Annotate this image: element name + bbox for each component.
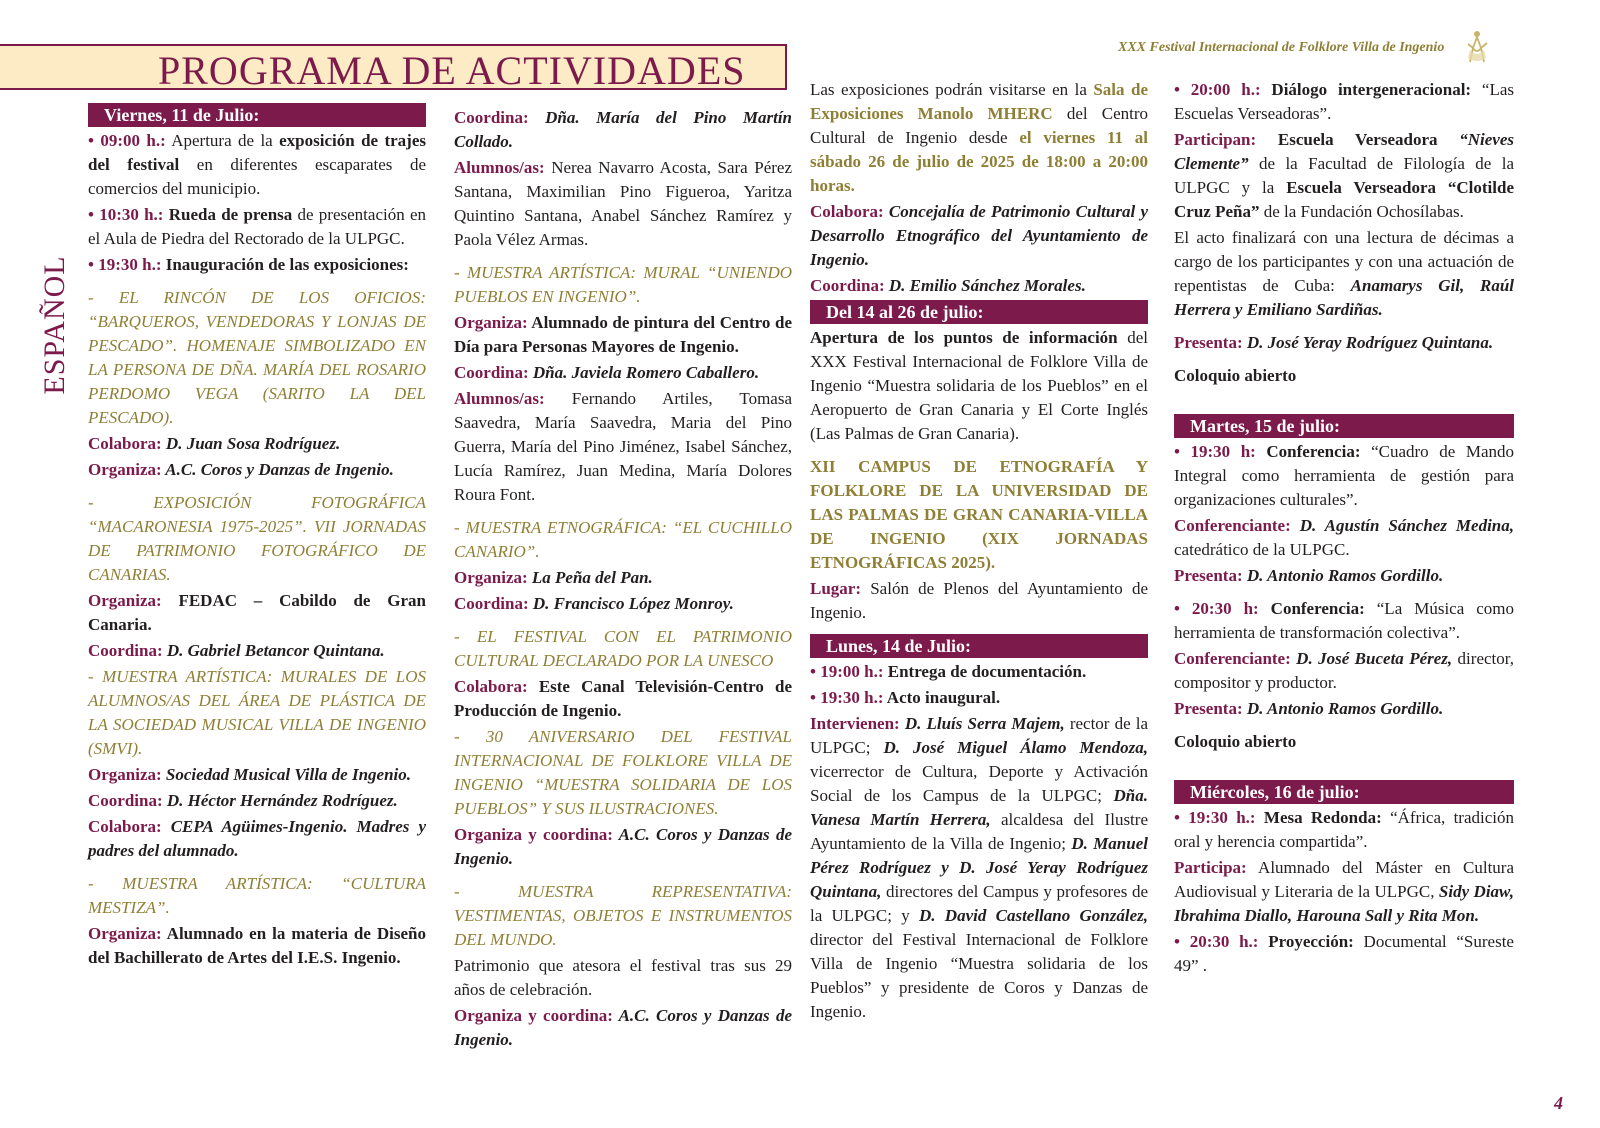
credit-line — [810, 274, 1148, 298]
event-highlight: Conferencia: — [1255, 442, 1361, 461]
event-text: “África, tradición oral y herencia compartida”. — [1174, 808, 1514, 851]
event-time: • 19:30 h.: — [1174, 808, 1256, 827]
credit-label: Conferenciante: — [1174, 516, 1291, 535]
text: vicerrector de Cultura, Deporte y Activación Social de los Campus de la ULPGC; — [810, 762, 1148, 805]
date-heading-tuesday: Martes, 15 de julio: — [1174, 414, 1514, 438]
campus-title: XII CAMPUS DE ETNOGRAFÍA Y FOLKLORE DE LA UNIVERSIDAD DE LAS PALMAS DE GRAN CANARIA-VILLA DE INGENIO (XIX JORNADAS ETNOGRÁFICAS 2025). — [810, 457, 1148, 572]
credit-value: Este Canal Televisión-Centro de Producción de Ingenio. — [454, 677, 792, 720]
credit-label: Coordina: — [88, 791, 163, 810]
date-heading-14-26-july: Del 14 al 26 de julio: — [810, 300, 1148, 324]
event-highlight: Apertura de los puntos de información — [810, 328, 1118, 347]
credit-label: Coordina: — [454, 108, 529, 127]
exhibition-title: - EXPOSICIÓN FOTOGRÁFICA “MACARONESIA 1975-2025”. VII JORNADAS DE PATRIMONIO FOTOGRÁFICO DE CANARIAS. — [88, 493, 426, 584]
event-time: • 20:30 h.: — [1174, 932, 1259, 951]
column-1 — [88, 103, 426, 972]
text: del Centro Cultural de Ingenio desde — [810, 104, 1148, 147]
text: Sidy Diaw, Ibrahima Diallo, Harouna Sall y Rita Mon. — [1174, 882, 1515, 925]
event-text: Apertura de la — [165, 131, 280, 150]
event-text: Documental “Sureste 49” . — [1174, 932, 1514, 975]
info-points — [810, 326, 1148, 446]
dancer-logo-icon — [1462, 28, 1492, 68]
credit-value: La Peña del Pan. — [527, 568, 653, 587]
event-time: • 19:30 h.: — [88, 255, 162, 274]
event-1930 — [810, 686, 1148, 710]
open-discussion: Coloquio abierto — [1174, 366, 1297, 385]
credit-value: D. José Buceta Pérez, — [1290, 649, 1453, 668]
credit-value: CEPA Agüimes-Ingenio. Madres y padres del alumnado. — [88, 817, 426, 860]
date-heading-monday: Lunes, 14 de Julio: — [810, 634, 1148, 658]
credit-line — [454, 566, 792, 590]
credit-line — [88, 458, 426, 482]
text: “Nieves Clemente” — [1174, 130, 1514, 173]
credit-line — [454, 823, 792, 871]
event-2000 — [1174, 78, 1514, 126]
credit-value: Concejalía de Patrimonio Cultural y Desarrollo Etnográfico del Ayuntamiento de Ingenio. — [810, 202, 1148, 269]
text: Escuela Verseadora “Clotilde Cruz Peña” — [1174, 178, 1514, 221]
credit-value: A.C. Coros y Danzas de Ingenio. — [161, 460, 394, 479]
speaker: D. Manuel Pérez Rodríguez y D. José Yeray Rodríguez Quintana, — [810, 834, 1148, 901]
event-text: “La Música como herramienta de transformación colectiva”. — [1174, 599, 1514, 642]
credit-line — [1174, 697, 1514, 721]
credit-line — [1174, 647, 1514, 695]
event-time: • 19:30 h.: — [810, 688, 884, 707]
credit-line — [454, 387, 792, 507]
credit-value: D. Gabriel Betancor Quintana. — [162, 641, 385, 660]
credit-line — [1174, 564, 1514, 588]
credit-label: Lugar: — [810, 579, 861, 598]
event-highlight: Mesa Redonda: — [1255, 808, 1382, 827]
text: de la Facultad de Filología de la ULPGC y la — [1174, 154, 1514, 197]
speaker: D. José Miguel Álamo Mendoza, — [883, 738, 1148, 757]
credit-label: Organiza y coordina: — [454, 825, 613, 844]
exhibition-title: - MUESTRA REPRESENTATIVA: VESTIMENTAS, OBJETOS E INSTRUMENTOS DEL MUNDO. — [454, 882, 792, 949]
text: de la Fundación Ochosílabas. — [1259, 202, 1464, 221]
event-0900 — [88, 129, 426, 201]
credit-label: Participa: — [1174, 858, 1247, 877]
credit-line — [88, 922, 426, 970]
exhibition-title: - MUESTRA ETNOGRÁFICA: “EL CUCHILLO CANARIO”. — [454, 518, 792, 561]
side-label-text: ESPAÑOL — [38, 255, 71, 395]
event-highlight: Diálogo intergeneracional: — [1260, 80, 1472, 99]
event-highlight: exposición de trajes del festival — [88, 131, 426, 174]
credit-value: Alumnado de pintura del Centro de Día para Personas Mayores de Ingenio. — [454, 313, 792, 356]
event-time: • 19:30 h: — [1174, 442, 1256, 461]
text: director del Festival Internacional de Folklore Villa de Ingenio “Muestra solidaria de los Pueblos” y presidente de Coros y Danzas de Ingenio. — [810, 930, 1148, 1021]
event-1930 — [88, 253, 426, 277]
credit-label: Intervienen: — [810, 714, 900, 733]
credit-label: Colabora: — [88, 817, 162, 836]
venue: Sala de Exposiciones Manolo MHERC — [810, 80, 1148, 123]
event-2030 — [1174, 597, 1514, 645]
participants — [1174, 856, 1514, 928]
credit-label: Presenta: — [1174, 333, 1243, 352]
credit-label: Organiza y coordina: — [454, 1006, 613, 1025]
page-title: PROGRAMA DE ACTIVIDADES — [158, 48, 746, 93]
event-time: • 19:00 h.: — [810, 662, 884, 681]
dates: el viernes 11 al sábado 26 de julio de 2025 de 18:00 a 20:00 horas. — [810, 128, 1149, 195]
credit-line — [454, 592, 792, 616]
credit-value: Dña. María del Pino Martín Collado. — [454, 108, 792, 151]
text: El acto finalizará con una lectura de décimas a cargo de los participantes y con una actuación de repentistas de Cuba: — [1174, 228, 1514, 295]
credit-value: Salón de Plenos del Ayuntamiento de Ingenio. — [810, 579, 1148, 622]
credit-label: Colabora: — [88, 434, 162, 453]
event-1930 — [1174, 806, 1514, 854]
credit-value: Dña. Javiela Romero Caballero. — [528, 363, 760, 382]
credit-line — [454, 1004, 792, 1052]
text: alcaldesa del Ilustre Ayuntamiento de la Villa de Ingenio; — [810, 810, 1148, 853]
event-highlight: Proyección: — [1258, 932, 1354, 951]
credit-label: Participan: — [1174, 130, 1257, 149]
event-time: • 10:30 h.: — [88, 205, 164, 224]
credit-label: Alumnos/as: — [454, 158, 545, 177]
text: catedrático de la ULPGC. — [1174, 540, 1350, 559]
text: Alumnado del Máster en Cultura Audiovisual y Literaria de la ULPGC, — [1174, 858, 1514, 901]
credit-line — [810, 200, 1148, 272]
credit-value: D. Juan Sosa Rodríguez. — [161, 434, 341, 453]
event-highlight: Rueda de prensa — [163, 205, 293, 224]
event-time: • 09:00 h.: — [88, 131, 166, 150]
text: rector de la ULPGC; — [810, 714, 1148, 757]
credit-value: A.C. Coros y Danzas de Ingenio. — [454, 825, 792, 868]
text: directores del Campus y profesores de la ULPGC; y — [810, 882, 1148, 925]
credit-line — [88, 432, 426, 456]
event-highlight: Inauguración de las exposiciones: — [161, 255, 409, 274]
text: Anamarys Gil, Raúl Herrera y Emiliano Sardiñas. — [1174, 276, 1514, 319]
speaker: D. Lluís Serra Majem, — [899, 714, 1065, 733]
exhibition-title: - 30 ANIVERSARIO DEL FESTIVAL INTERNACIONAL DE FOLKLORE VILLA DE INGENIO “MUESTRA SOLIDARIA DE LOS PUEBLOS” Y SUS ILUSTRACIONES. — [454, 727, 792, 818]
credit-line — [88, 789, 426, 813]
credit-label: Coordina: — [454, 594, 529, 613]
credit-value: D. José Yeray Rodríguez Quintana. — [1242, 333, 1494, 352]
credit-value: D. Antonio Ramos Gordillo. — [1242, 566, 1444, 585]
credit-label: Presenta: — [1174, 699, 1243, 718]
credit-value: Nerea Navarro Acosta, Sara Pérez Santana, Maximilian Pino Figueroa, Yaritza Quintino Santana, Anabel Sánchez Ramírez y Paola Vélez Armas. — [454, 158, 792, 249]
event-highlight: Acto inaugural. — [883, 688, 1001, 707]
credit-label: Organiza: — [88, 591, 162, 610]
credit-value: D. Francisco López Monroy. — [528, 594, 734, 613]
event-text: del XXX Festival Internacional de Folklore Villa de Ingenio “Muestra solidaria de los Pueblos” en el Aeropuerto de Gran Canaria y El Corte Inglés (Las Palmas de Gran Canaria). — [810, 328, 1148, 443]
credit-value: Sociedad Musical Villa de Ingenio. — [161, 765, 412, 784]
credit-value: FEDAC – Cabildo de Gran Canaria. — [88, 591, 426, 634]
exhibition-title: - MUESTRA ARTÍSTICA: “CULTURA MESTIZA”. — [88, 874, 426, 917]
credit-line — [1174, 514, 1514, 562]
credit-value: D. Antonio Ramos Gordillo. — [1242, 699, 1444, 718]
open-discussion: Coloquio abierto — [1174, 732, 1297, 751]
event-text: de presentación en el Aula de Piedra del Rectorado de la ULPGC. — [88, 205, 426, 248]
date-heading-wednesday: Miércoles, 16 de julio: — [1174, 780, 1514, 804]
text: Escuela Verseadora — [1256, 130, 1460, 149]
event-text: en diferentes escaparates de comercios del municipio. — [88, 155, 427, 198]
credit-value: D. Agustín Sánchez Medina, — [1290, 516, 1514, 535]
credit-label: Organiza: — [454, 313, 528, 332]
date-heading-friday: Viernes, 11 de Julio: — [88, 103, 426, 127]
column-3 — [810, 78, 1148, 1026]
credit-label: Organiza: — [88, 924, 162, 943]
page-number: 4 — [1554, 1093, 1563, 1113]
language-side-label — [30, 250, 80, 400]
event-1930 — [1174, 440, 1514, 512]
credit-line — [88, 763, 426, 787]
credit-value: D. Héctor Hernández Rodríguez. — [162, 791, 398, 810]
credit-label: Organiza: — [88, 460, 162, 479]
text: director, compositor y productor. — [1174, 649, 1514, 692]
exhibition-schedule — [810, 78, 1148, 198]
credit-line — [454, 311, 792, 359]
credit-line — [88, 815, 426, 863]
credit-line — [1174, 331, 1514, 355]
column-2 — [454, 106, 792, 1054]
credit-label: Colabora: — [810, 202, 884, 221]
festival-name: XXX Festival Internacional de Folklore Villa de Ingenio — [1118, 40, 1445, 55]
credit-label: Conferenciante: — [1174, 649, 1291, 668]
exhibition-title: - EL FESTIVAL CON EL PATRIMONIO CULTURAL DECLARADO POR LA UNESCO — [454, 627, 792, 670]
credit-line — [88, 639, 426, 663]
credit-value: Fernando Artiles, Tomasa Saavedra, María Saavedra, Maria del Pino Guerra, María del Pino Jiménez, Isabel Sánchez, Lucía Ramírez, Juan Medina, María Dolores Roura Font. — [454, 389, 792, 504]
event-time: • 20:30 h: — [1174, 599, 1259, 618]
credit-line — [454, 361, 792, 385]
event-highlight: Conferencia: — [1258, 599, 1365, 618]
speakers — [810, 712, 1148, 1024]
event-time: • 20:00 h.: — [1174, 80, 1261, 99]
event-highlight: Entrega de documentación. — [883, 662, 1087, 681]
speaker: Dña. Vanesa Martín Herrera, — [810, 786, 1148, 829]
event-text: “Las Escuelas Verseadoras”. — [1174, 80, 1514, 123]
text: Las exposiciones podrán visitarse en la — [810, 80, 1094, 99]
venue-line — [810, 577, 1148, 625]
event-1900 — [810, 660, 1148, 684]
credit-label: Coordina: — [810, 276, 885, 295]
credit-line — [454, 675, 792, 723]
credit-value: Alumnado en la materia de Diseño del Bachillerato de Artes del I.E.S. Ingenio. — [88, 924, 426, 967]
credit-value: D. Emilio Sánchez Morales. — [884, 276, 1086, 295]
header-bar — [0, 44, 787, 93]
event-2030 — [1174, 930, 1514, 978]
credit-line — [88, 589, 426, 637]
speaker: D. David Castellano González, — [919, 906, 1148, 925]
credit-line — [454, 106, 792, 154]
participants — [1174, 128, 1514, 224]
exhibition-title: - EL RINCÓN DE LOS OFICIOS: “BARQUEROS, VENDEDORAS Y LONJAS DE PESCADO”. HOMENAJE SIMBOLIZADO EN LA PERSONA DE DÑA. MARÍA DEL ROSARIO PERDOMO VEGA (SARITO LA DEL PESCADO). — [88, 288, 426, 427]
credit-line — [454, 156, 792, 252]
credit-label: Coordina: — [88, 641, 163, 660]
closing-note — [1174, 226, 1514, 322]
event-1030 — [88, 203, 426, 251]
exhibition-title: - MUESTRA ARTÍSTICA: MURAL “UNIENDO PUEBLOS EN INGENIO”. — [454, 263, 792, 306]
credit-label: Organiza: — [454, 568, 528, 587]
credit-label: Alumnos/as: — [454, 389, 545, 408]
credit-label: Presenta: — [1174, 566, 1243, 585]
credit-label: Colabora: — [454, 677, 528, 696]
exhibition-text: Patrimonio que atesora el festival tras sus 29 años de celebración. — [454, 956, 792, 999]
credit-label: Coordina: — [454, 363, 529, 382]
credit-label: Organiza: — [88, 765, 162, 784]
credit-value: A.C. Coros y Danzas de Ingenio. — [454, 1006, 792, 1049]
exhibition-title: - MUESTRA ARTÍSTICA: MURALES DE LOS ALUMNOS/AS DEL ÁREA DE PLÁSTICA DE LA SOCIEDAD MUSICAL VILLA DE INGENIO (SMVI). — [88, 667, 426, 758]
event-text: “Cuadro de Mando Integral como herramienta de gestión para organizaciones culturales”. — [1174, 442, 1514, 509]
column-4 — [1174, 78, 1514, 980]
